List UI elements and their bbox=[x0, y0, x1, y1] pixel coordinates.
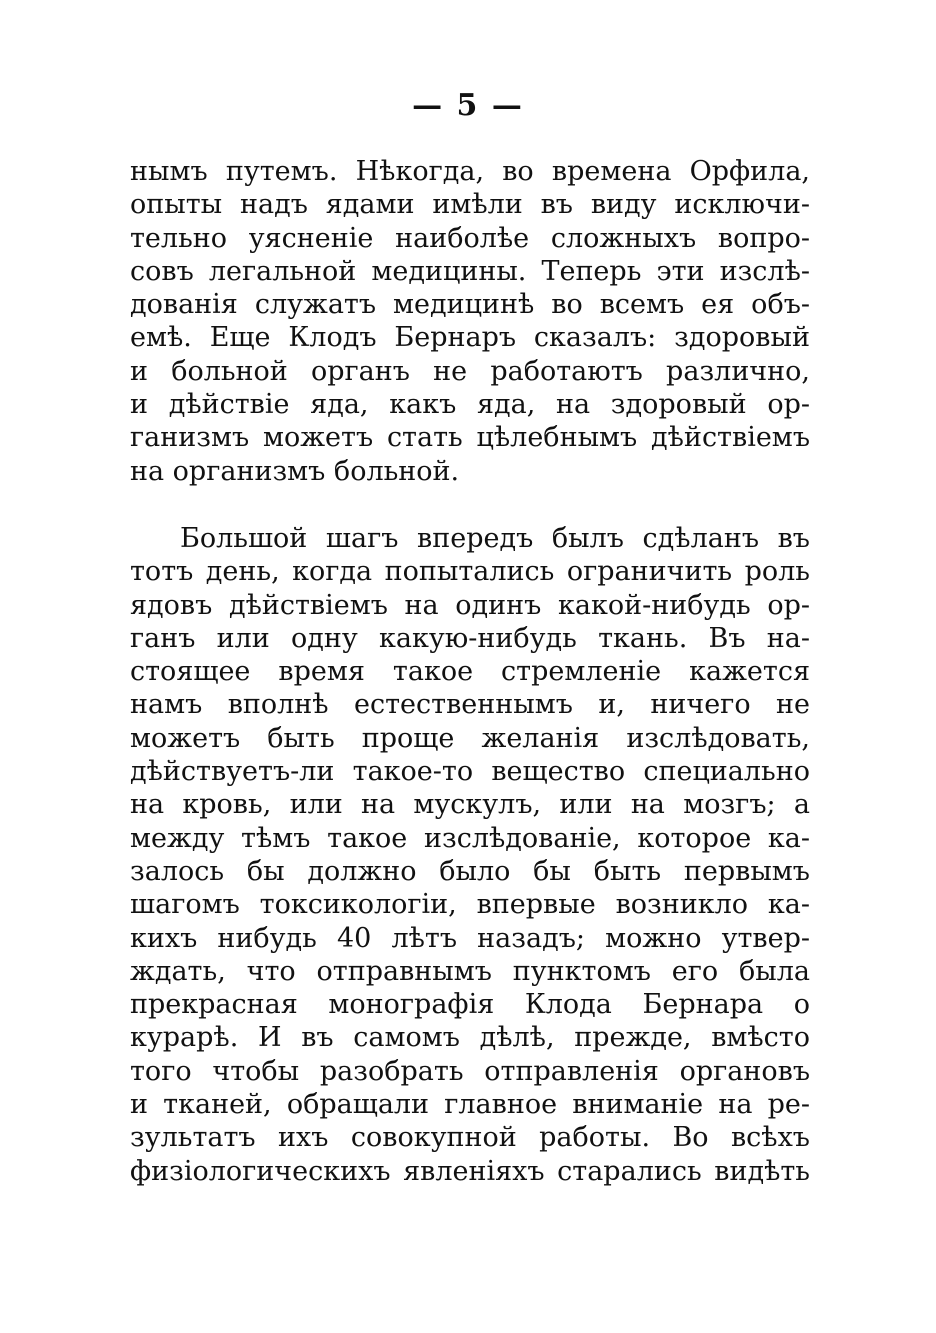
paragraph-2 bbox=[130, 522, 810, 1188]
text-line: физіологическихъ явленіяхъ старались видѣть bbox=[130, 1155, 810, 1187]
text-line: тельно уясненіе наиболѣе сложныхъ вопро- bbox=[130, 222, 810, 254]
text-line: между тѣмъ такое изслѣдованіе, которое ка- bbox=[130, 822, 810, 854]
text-line: ганизмъ можетъ стать цѣлебнымъ дѣйствіемъ bbox=[130, 422, 810, 454]
text-line: Большой шагъ впередъ былъ сдѣланъ въ bbox=[180, 523, 810, 554]
text-line: на кровь, или на мускулъ, или на мозгъ; а bbox=[130, 789, 810, 821]
text-line: прекрасная монографія Клода Бернара о bbox=[130, 989, 810, 1021]
text-line: кихъ нибудь 40 лѣтъ назадъ; можно утвер- bbox=[130, 922, 810, 954]
text-line: и тканей, обращали главное вниманіе на ре- bbox=[130, 1089, 810, 1121]
text-line: ганъ или одну какую-нибудь ткань. Въ на- bbox=[130, 622, 810, 654]
text-line: можетъ быть проще желанія изслѣдовать, bbox=[130, 722, 810, 754]
paragraph-1 bbox=[130, 155, 810, 488]
text-line: нымъ путемъ. Нѣкогда, во времена Орфила, bbox=[130, 156, 810, 187]
text-line: на организмъ больной. bbox=[130, 455, 460, 487]
text-line: совъ легальной медицины. Теперь эти изслѣ- bbox=[130, 255, 810, 287]
text-line: залось бы должно было бы быть первымъ bbox=[130, 855, 810, 887]
text-line: и дѣйствіе яда, какъ яда, на здоровый ор- bbox=[130, 389, 810, 421]
text-line: дованія служатъ медицинѣ во всемъ ея объ- bbox=[130, 289, 810, 321]
text-line: стоящее время такое стремленіе кажется bbox=[130, 656, 810, 688]
text-line: дѣйствуетъ-ли такое-то вещество специально bbox=[130, 756, 810, 788]
text-line: ядовъ дѣйствіемъ на одинъ какой-нибудь ор- bbox=[130, 589, 810, 621]
text-line: намъ вполнѣ естественнымъ и, ничего не bbox=[130, 689, 810, 721]
text-line: курарѣ. И въ самомъ дѣлѣ, прежде, вмѣсто bbox=[130, 1022, 810, 1054]
page-number: — 5 — bbox=[412, 88, 524, 123]
text-line: зультатъ ихъ совокупной работы. Во всѣхъ bbox=[130, 1122, 810, 1154]
text-line: емѣ. Еще Клодъ Бернаръ сказалъ: здоровый bbox=[130, 322, 810, 354]
text-line: того чтобы разобрать отправленія органовъ bbox=[130, 1055, 810, 1087]
text-line: тотъ день, когда попытались ограничить роль bbox=[130, 556, 810, 588]
text-line: шагомъ токсикологіи, впервые возникло ка- bbox=[130, 889, 810, 921]
text-line: опыты надъ ядами имѣли въ виду исключи- bbox=[130, 189, 810, 221]
text-line: и больной органъ не работаютъ различно, bbox=[130, 355, 810, 387]
text-line: ждать, что отправнымъ пунктомъ его была bbox=[130, 955, 810, 987]
